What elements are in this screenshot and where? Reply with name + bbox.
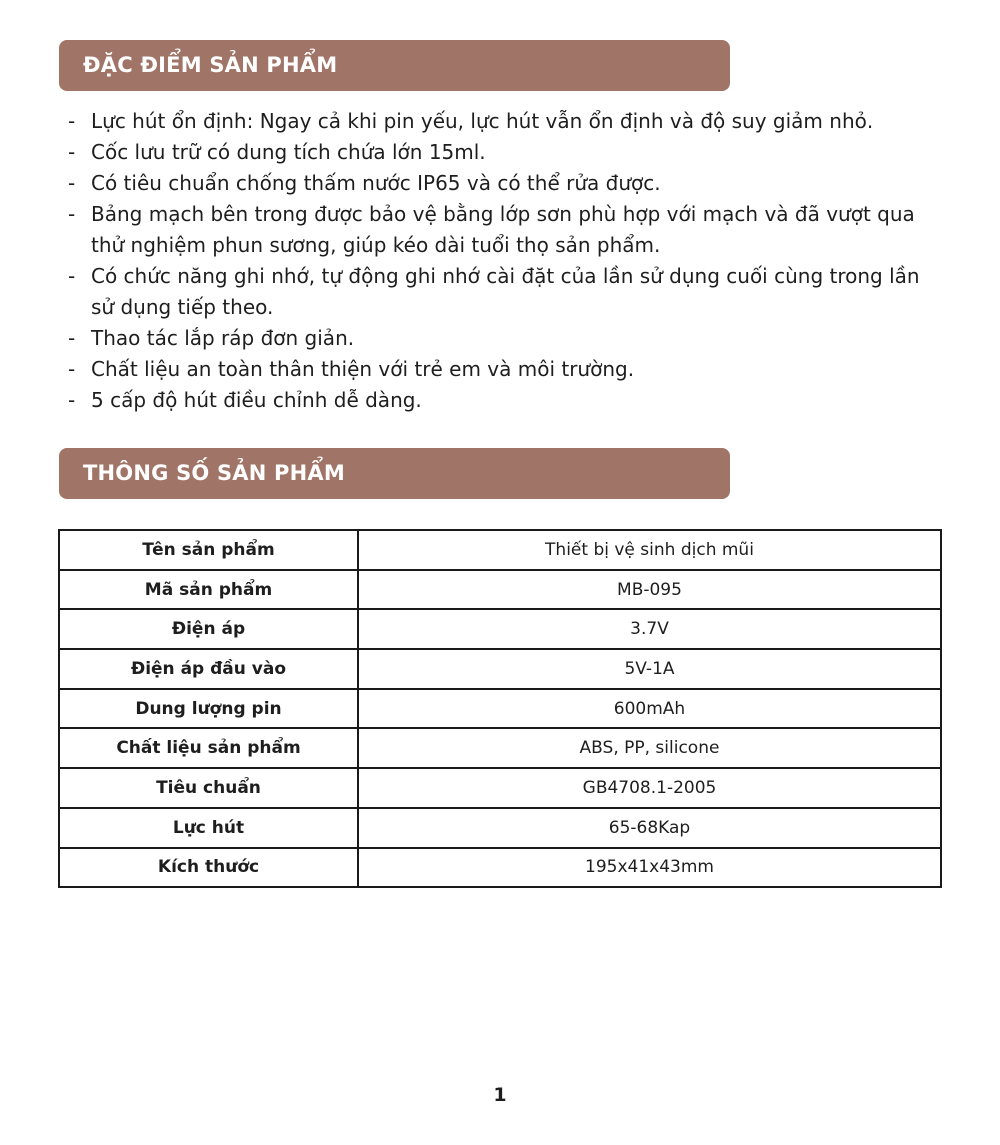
table-row xyxy=(59,570,941,610)
spec-value: ABS, PP, silicone xyxy=(358,728,941,768)
feature-text: Thao tác lắp ráp đơn giản. xyxy=(91,326,355,350)
spec-value: 5V-1A xyxy=(358,649,941,689)
spec-label: Điện áp đầu vào xyxy=(59,649,358,689)
table-row xyxy=(59,768,941,808)
list-item: - Có chức năng ghi nhớ, tự động ghi nhớ cài đặt của lần sử dụng cuối cùng trong lần sử dụng tiếp theo. xyxy=(68,264,920,319)
feature-list xyxy=(68,106,948,416)
feature-text: Chất liệu an toàn thân thiện với trẻ em và môi trường. xyxy=(91,357,635,381)
list-item: - Cốc lưu trữ có dung tích chứa lớn 15ml. xyxy=(68,140,486,164)
spec-label: Mã sản phẩm xyxy=(59,570,358,610)
list-item: - Bảng mạch bên trong được bảo vệ bằng lớp sơn phù hợp với mạch và đã vượt qua thử nghiệm phun sương, giúp kéo dài tuổi thọ sản phẩm. xyxy=(68,202,915,257)
features-section-header: ĐẶC ĐIỂM SẢN PHẨM xyxy=(59,40,730,91)
list-item: - 5 cấp độ hút điều chỉnh dễ dàng. xyxy=(68,388,422,412)
table-row xyxy=(59,728,941,768)
list-item: - Thao tác lắp ráp đơn giản. xyxy=(68,326,355,350)
feature-text: 5 cấp độ hút điều chỉnh dễ dàng. xyxy=(91,388,422,412)
spec-label: Tiêu chuẩn xyxy=(59,768,358,808)
feature-text: Có chức năng ghi nhớ, tự động ghi nhớ cài đặt của lần sử dụng cuối cùng trong lần sử dụng tiếp theo. xyxy=(91,264,920,319)
spec-value: 65-68Kap xyxy=(358,808,941,848)
feature-text: Bảng mạch bên trong được bảo vệ bằng lớp sơn phù hợp với mạch và đã vượt qua thử nghiệm phun sương, giúp kéo dài tuổi thọ sản phẩm. xyxy=(91,202,915,257)
spec-value: GB4708.1-2005 xyxy=(358,768,941,808)
table-row xyxy=(59,530,941,570)
spec-table xyxy=(58,529,942,888)
spec-value: MB-095 xyxy=(358,570,941,610)
spec-label: Lực hút xyxy=(59,808,358,848)
spec-label: Kích thước xyxy=(59,848,358,888)
table-row xyxy=(59,689,941,729)
table-row xyxy=(59,649,941,689)
spec-value: 600mAh xyxy=(358,689,941,729)
feature-text: Cốc lưu trữ có dung tích chứa lớn 15ml. xyxy=(91,140,486,164)
spec-label: Điện áp xyxy=(59,609,358,649)
page-number: 1 xyxy=(493,1084,507,1106)
spec-label: Dung lượng pin xyxy=(59,689,358,729)
table-row xyxy=(59,808,941,848)
table-row xyxy=(59,609,941,649)
spec-label: Chất liệu sản phẩm xyxy=(59,728,358,768)
spec-value: 3.7V xyxy=(358,609,941,649)
feature-text: Lực hút ổn định: Ngay cả khi pin yếu, lực hút vẫn ổn định và độ suy giảm nhỏ. xyxy=(91,109,874,133)
list-item: - Lực hút ổn định: Ngay cả khi pin yếu, lực hút vẫn ổn định và độ suy giảm nhỏ. xyxy=(68,109,874,133)
spec-label: Tên sản phẩm xyxy=(59,530,358,570)
table-row xyxy=(59,848,941,888)
spec-value: 195x41x43mm xyxy=(358,848,941,888)
specs-section-header: THÔNG SỐ SẢN PHẨM xyxy=(59,448,730,499)
feature-text: Có tiêu chuẩn chống thấm nước IP65 và có thể rửa được. xyxy=(91,171,661,195)
spec-value: Thiết bị vệ sinh dịch mũi xyxy=(358,530,941,570)
list-item: - Có tiêu chuẩn chống thấm nước IP65 và có thể rửa được. xyxy=(68,171,661,195)
list-item: - Chất liệu an toàn thân thiện với trẻ em và môi trường. xyxy=(68,357,635,381)
